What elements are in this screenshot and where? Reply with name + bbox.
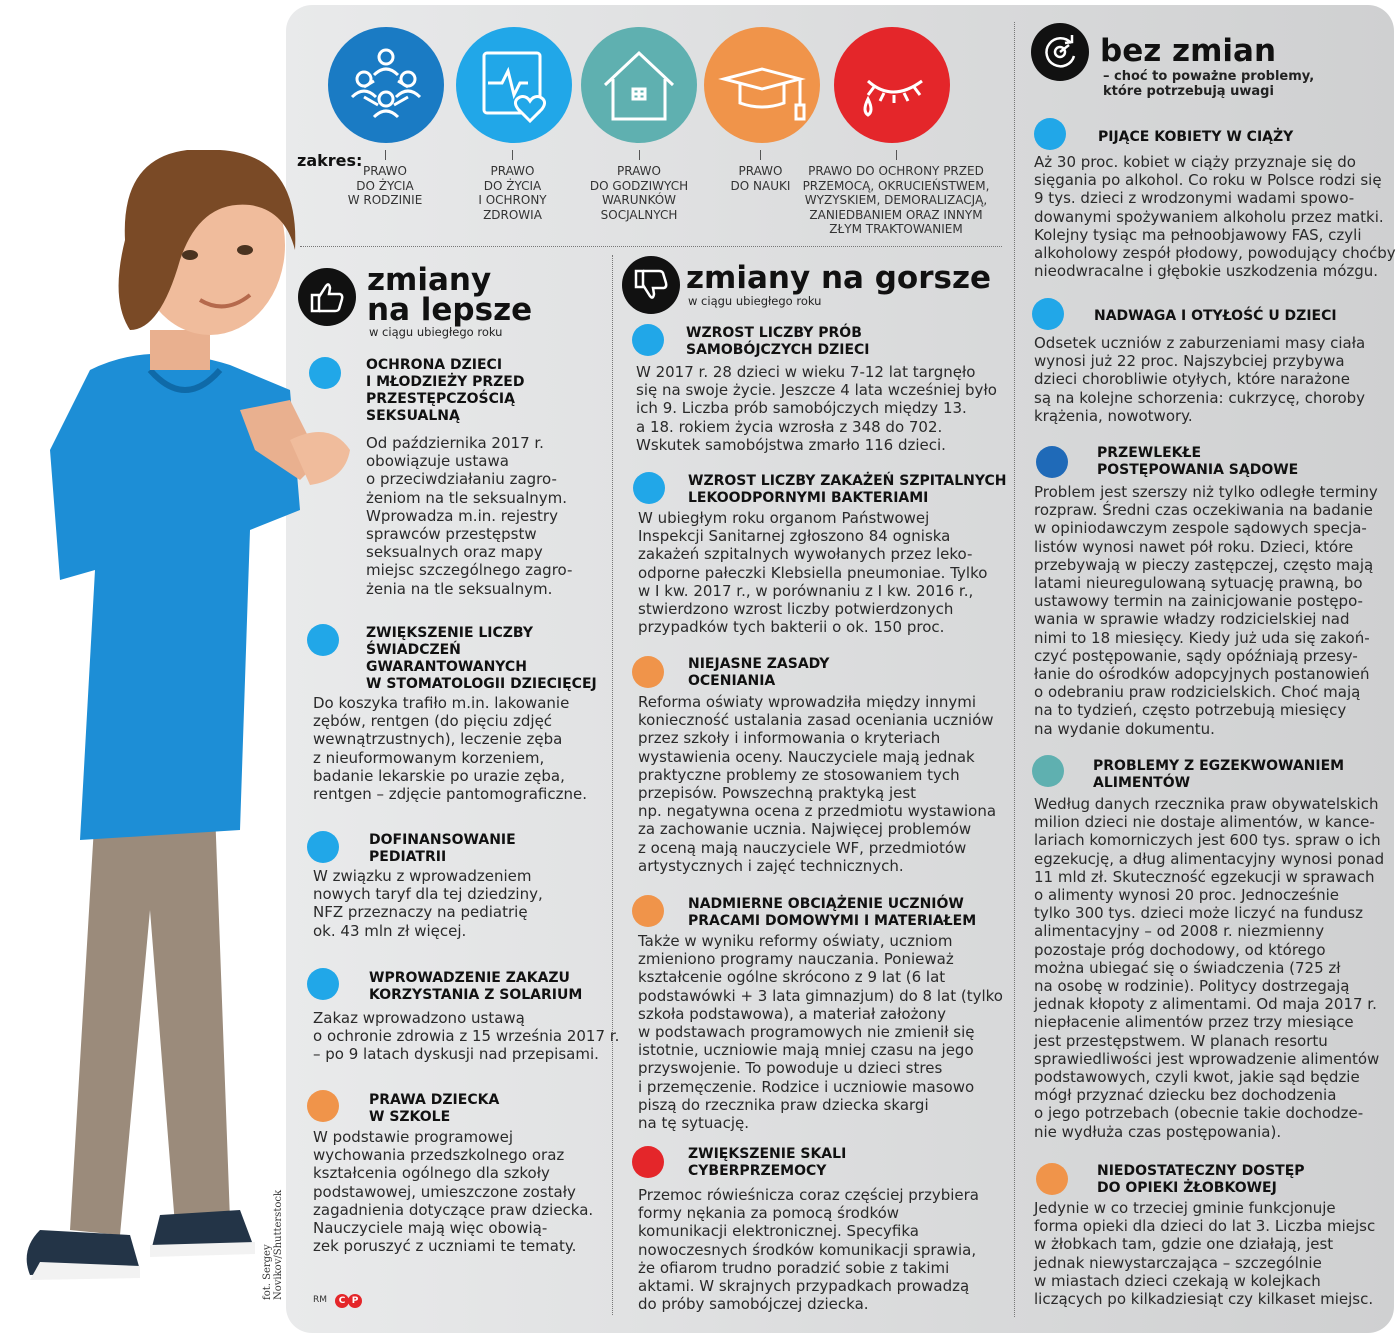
item-heading: PRAWA DZIECKA W SZKOLE [369, 1092, 500, 1125]
item-heading: ZWIĘKSZENIE SKALI CYBERPRZEMOCY [688, 1146, 847, 1179]
publisher-logo-p: P [348, 1294, 362, 1308]
item-dot [632, 324, 664, 356]
scope-label: zakres: [297, 151, 363, 170]
item-dot [632, 895, 664, 927]
item-body: Zakaz wprowadzono ustawą o ochronie zdrowia z 15 września 2017 r. – po 9 latach dyskusji nad przepisami. [313, 1009, 620, 1064]
boy-photo [0, 150, 363, 1338]
item-dot [632, 656, 664, 688]
category-label-health: PRAWO DO ŻYCIA I OCHRONY ZDROWIA [460, 150, 565, 222]
item-body: Odsetek uczniów z zaburzeniami masy ciała wynosi już 22 proc. Najszybciej przybywa dzieci chorobliwie otyłych, które narażone są na kolejne schorzenia: cukrzycę, choroby krążenia, nowotwory. [1034, 334, 1366, 425]
item-dot [633, 472, 665, 504]
item-dot [1036, 1163, 1068, 1195]
heart-monitor-icon [456, 27, 572, 143]
item-dot [632, 1146, 664, 1178]
item-heading: PIJĄCE KOBIETY W CIĄŻY [1098, 129, 1294, 145]
item-body: Przemoc rówieśnicza coraz częściej przybiera formy nękania za pomocą środków komunikacji elektronicznej. Specyfika nowoczesnych środków komunikacji sprawia, że ofiarom trudno poradzić sobie z takimi aktami. W skrajnych przypadkach prowadzą do próby samobójczej dziecka. [638, 1186, 979, 1314]
item-heading: WZROST LICZBY ZAKAŻEŃ SZPITALNYCH LEKOODPORNYMI BAKTERIAMI [688, 473, 1007, 506]
item-body: W podstawie programowej wychowania przedszkolnego oraz kształcenia ogólnego dla szkoły podstawowej, umieszczone zostały zagadnienia dotyczące praw dziecka. Nauczyciele mają więc obowią- zek poruszyć z uczniami te tematy. [313, 1128, 594, 1256]
item-dot [1032, 755, 1064, 787]
divider-right [1014, 22, 1015, 1317]
category-label-education: PRAWO DO NAUKI [718, 150, 803, 193]
item-dot [1032, 298, 1064, 330]
item-heading: ZWIĘKSZENIE LICZBY ŚWIADCZEŃ GWARANTOWANYCH W STOMATOLOGII DZIECIĘCEJ [366, 625, 597, 692]
category-label-social: PRAWO DO GODZIWYCH WARUNKÓW SOCJALNYCH [580, 150, 698, 222]
crying-eye-icon [834, 27, 950, 143]
item-heading: NIEDOSTATECZNY DOSTĘP DO OPIEKI ŻŁOBKOWEJ [1097, 1163, 1305, 1196]
item-heading: NIEJASNE ZASADY OCENIANIA [688, 656, 830, 689]
item-dot [307, 968, 339, 1000]
item-dot [307, 624, 339, 656]
item-dot [1034, 118, 1066, 150]
item-body: Jedynie w co trzeciej gminie funkcjonuje forma opieki dla dzieci do lat 3. Liczba miejsc w żłobkach tam, gdzie one działają, jest jednak niewystarczająca – szczególnie w miastach dzieci czekają w kolejkach liczących po kilkadziesiąt czy kilkaset miejsc. [1034, 1199, 1376, 1309]
item-body: Aż 30 proc. kobiet w ciąży przyznaje się do sięgania po alkohol. Co roku w Polsce rodzi się 9 tys. dzieci z wrodzonymi wadami spowo- dowanymi spożywaniem alkoholu przez matki. Kolejny tysiąc ma pełnoobjawowy FAS, czyli alkoholowy zespół płodowy, powodujący choćby nieodwracalne i głębokie uszkodzenia mózgu. [1034, 153, 1396, 281]
item-body: Do koszyka trafiło m.in. lakowanie zębów, rentgen (do pięciu zdjęć wewnątrzustnych), leczenie zęba z nieuformowanym korzeniem, badanie lekarskie po urazie zęba, rentgen – zdjęcie pantomograficzne. [313, 694, 587, 804]
thumbs-down-icon [622, 256, 680, 314]
item-dot [307, 831, 339, 863]
item-heading: OCHRONA DZIECI I MŁODZIEŻY PRZED PRZESTĘPCZOŚCIĄ SEKSUALNĄ [366, 357, 525, 424]
item-body: Problem jest szerszy niż tylko odległe terminy rozpraw. Średni czas oczekiwania na badanie w opiniodawczym zespole sądowych specja- listów wynosi nawet pół roku. Dzieci, które przebywają w pieczy zastępczej, często mają latami nieuregulowaną sytuację prawną, bo ustawowy termin na zainicjowanie postępo- wania w sprawie władzy rodzicielskiej nad nimi to 18 miesięcy. Kiedy już uda się zakoń- czyć postępowanie, sądy opóźniają przesy- łanie do ośrodków adopcyjnych postanowień o odebraniu praw rodzicielskich. Choć mają na to tydzień, często potrzebują miesięcy na wydanie dokumentu. [1034, 483, 1378, 738]
item-heading: WPROWADZENIE ZAKAZU KORZYSTANIA Z SOLARIUM [369, 970, 583, 1003]
graduation-cap-icon [704, 27, 820, 143]
item-body: W ubiegłym roku organom Państwowej Inspekcji Sanitarnej zgłoszono 84 ogniska zakażeń szpitalnych wywołanych przez leko- odporne pałeczki Klebsiella pneumoniae. Tylko w I kw. 2017 r., w porównaniu z I kw. 2016 r., stwierdzono wzrost liczby potwierdzonych przypadków tych bakterii o ok. 150 proc. [638, 509, 988, 637]
divider-horizontal [300, 246, 1002, 247]
section-subtitle-better: w ciągu ubiegłego roku [369, 325, 503, 339]
item-body: Według danych rzecznika praw obywatelskich milion dzieci nie dostaje alimentów, w kance- lariach komorniczych jest 600 tys. spraw o ich egzekucję, a dług alimentacyjny wynosi ponad 11 mld zł. Skuteczność egzekucji w sprawach o alimenty wynosi 20 proc. Jednocześnie tylko 300 tys. dzieci może liczyć na fundusz alimentacyjny – od 2008 r. niezmienny pozostaje próg dochodowy, od którego można ubiegać się o świadczenia (725 zł na osobę w rodzinie). Politycy dostrzegają jednak kłopoty z alimentami. Od maja 2017 r. niepłacenie alimentów przez trzy miesiące jest przestępstwem. W planach resortu sprawiedliwości jest wprowadzenie alimentów podstawowych, czyli kwot, jakie sąd będzie mógł przyznać dziecku bez dochodzenia o jego potrzebach (obecnie takie dochodze- nie wydłuża czas postępowania). [1034, 795, 1385, 1141]
item-heading: NADMIERNE OBCIĄŻENIE UCZNIÓW PRACAMI DOMOWYMI I MATERIAŁEM [688, 896, 977, 929]
refresh-icon [1031, 23, 1089, 81]
item-body: Reforma oświaty wprowadziła między innymi konieczność ustalania zasad oceniania uczniów przez szkoły i informowania o kryteriach wystawienia oceny. Nauczyciele mają jednak praktyczne problemy ze stosowaniem tych przepisów. Powszechną praktyką jest np. negatywna ocena z przedmiotu wystawiona za zachowanie ucznia. Najwięcej problemów z oceną mają nauczyciele WF, przedmiotów artystycznych i zajęć technicznych. [638, 693, 997, 875]
house-icon [581, 27, 697, 143]
photo-credit: fot. Sergey Novikov/Shutterstock [262, 1189, 284, 1300]
item-body: W związku z wprowadzeniem nowych taryf dla tej dziedziny, NFZ przeznaczy na pediatrię ok. 43 mln zł więcej. [313, 867, 543, 940]
item-body: Także w wyniku reformy oświaty, uczniom zmieniono programy nauczania. Ponieważ kształcenie ogólne skrócono z 9 lat (6 lat podstawówki + 3 lata gimnazjum) do 8 lat (tylko szkoła podstawowa), a materiał założony w podstawach programowych nie zmienił się istotnie, uczniowie mają mniej czasu na jego przyswojenie. To powoduje u dzieci stres i przemęczenie. Rodzice i uczniowie masowo piszą do rzecznika praw dziecka skargi na tę sytuację. [638, 932, 1003, 1133]
author-initials: RM [313, 1295, 328, 1305]
item-heading: PRZEWLEKŁE POSTĘPOWANIA SĄDOWE [1097, 445, 1299, 478]
category-label-protection: PRAWO DO OCHRONY PRZED PRZEMOCĄ, OKRUCIEŃSTWEM, WYZYSKIEM, DEMORALIZACJĄ, ZANIEDBANIEM ORAZ INNYM ZŁYM TRAKTOWANIEM [796, 150, 996, 237]
section-title-worse: zmiany na gorsze [686, 260, 992, 296]
item-heading: WZROST LICZBY PRÓB SAMOBÓJCZYCH DZIECI [686, 325, 870, 358]
item-dot [309, 357, 341, 389]
category-label-family: PRAWO DO ŻYCIA W RODZINIE [330, 150, 440, 208]
family-group-icon [328, 27, 444, 143]
item-body: Od października 2017 r. obowiązuje ustawa o przeciwdziałaniu zagro- żeniom na tle seksualnym. Wprowadza m.in. rejestry sprawców przestępstw seksualnych oraz mapy miejsc szczególnego zagro- żenia na tle seksualnym. [366, 434, 573, 598]
item-dot [1036, 446, 1068, 478]
section-subtitle-nochange: – choć to poważne problemy, które potrzebują uwagi [1103, 69, 1315, 99]
section-title-nochange: bez zmian [1100, 33, 1277, 69]
item-heading: NADWAGA I OTYŁOŚĆ U DZIECI [1094, 308, 1337, 324]
divider-left [612, 255, 613, 1315]
item-body: W 2017 r. 28 dzieci w wieku 7-12 lat targnęło się na swoje życie. Jeszcze 4 lata wcześniej było ich 9. Liczba prób samobójczych między 13. a 18. rokiem życia wzrosła z 348 do 702. Wskutek samobójstwa zmarło 116 dzieci. [636, 363, 997, 454]
section-title-better: zmiany na lepsze [367, 262, 533, 328]
item-dot [307, 1090, 339, 1122]
item-heading: DOFINANSOWANIE PEDIATRII [369, 832, 516, 865]
publisher-logo-c: C [335, 1294, 349, 1308]
thumbs-up-icon [298, 268, 356, 326]
section-subtitle-worse: w ciągu ubiegłego roku [688, 294, 822, 308]
item-heading: PROBLEMY Z EGZEKWOWANIEM ALIMENTÓW [1093, 758, 1345, 791]
